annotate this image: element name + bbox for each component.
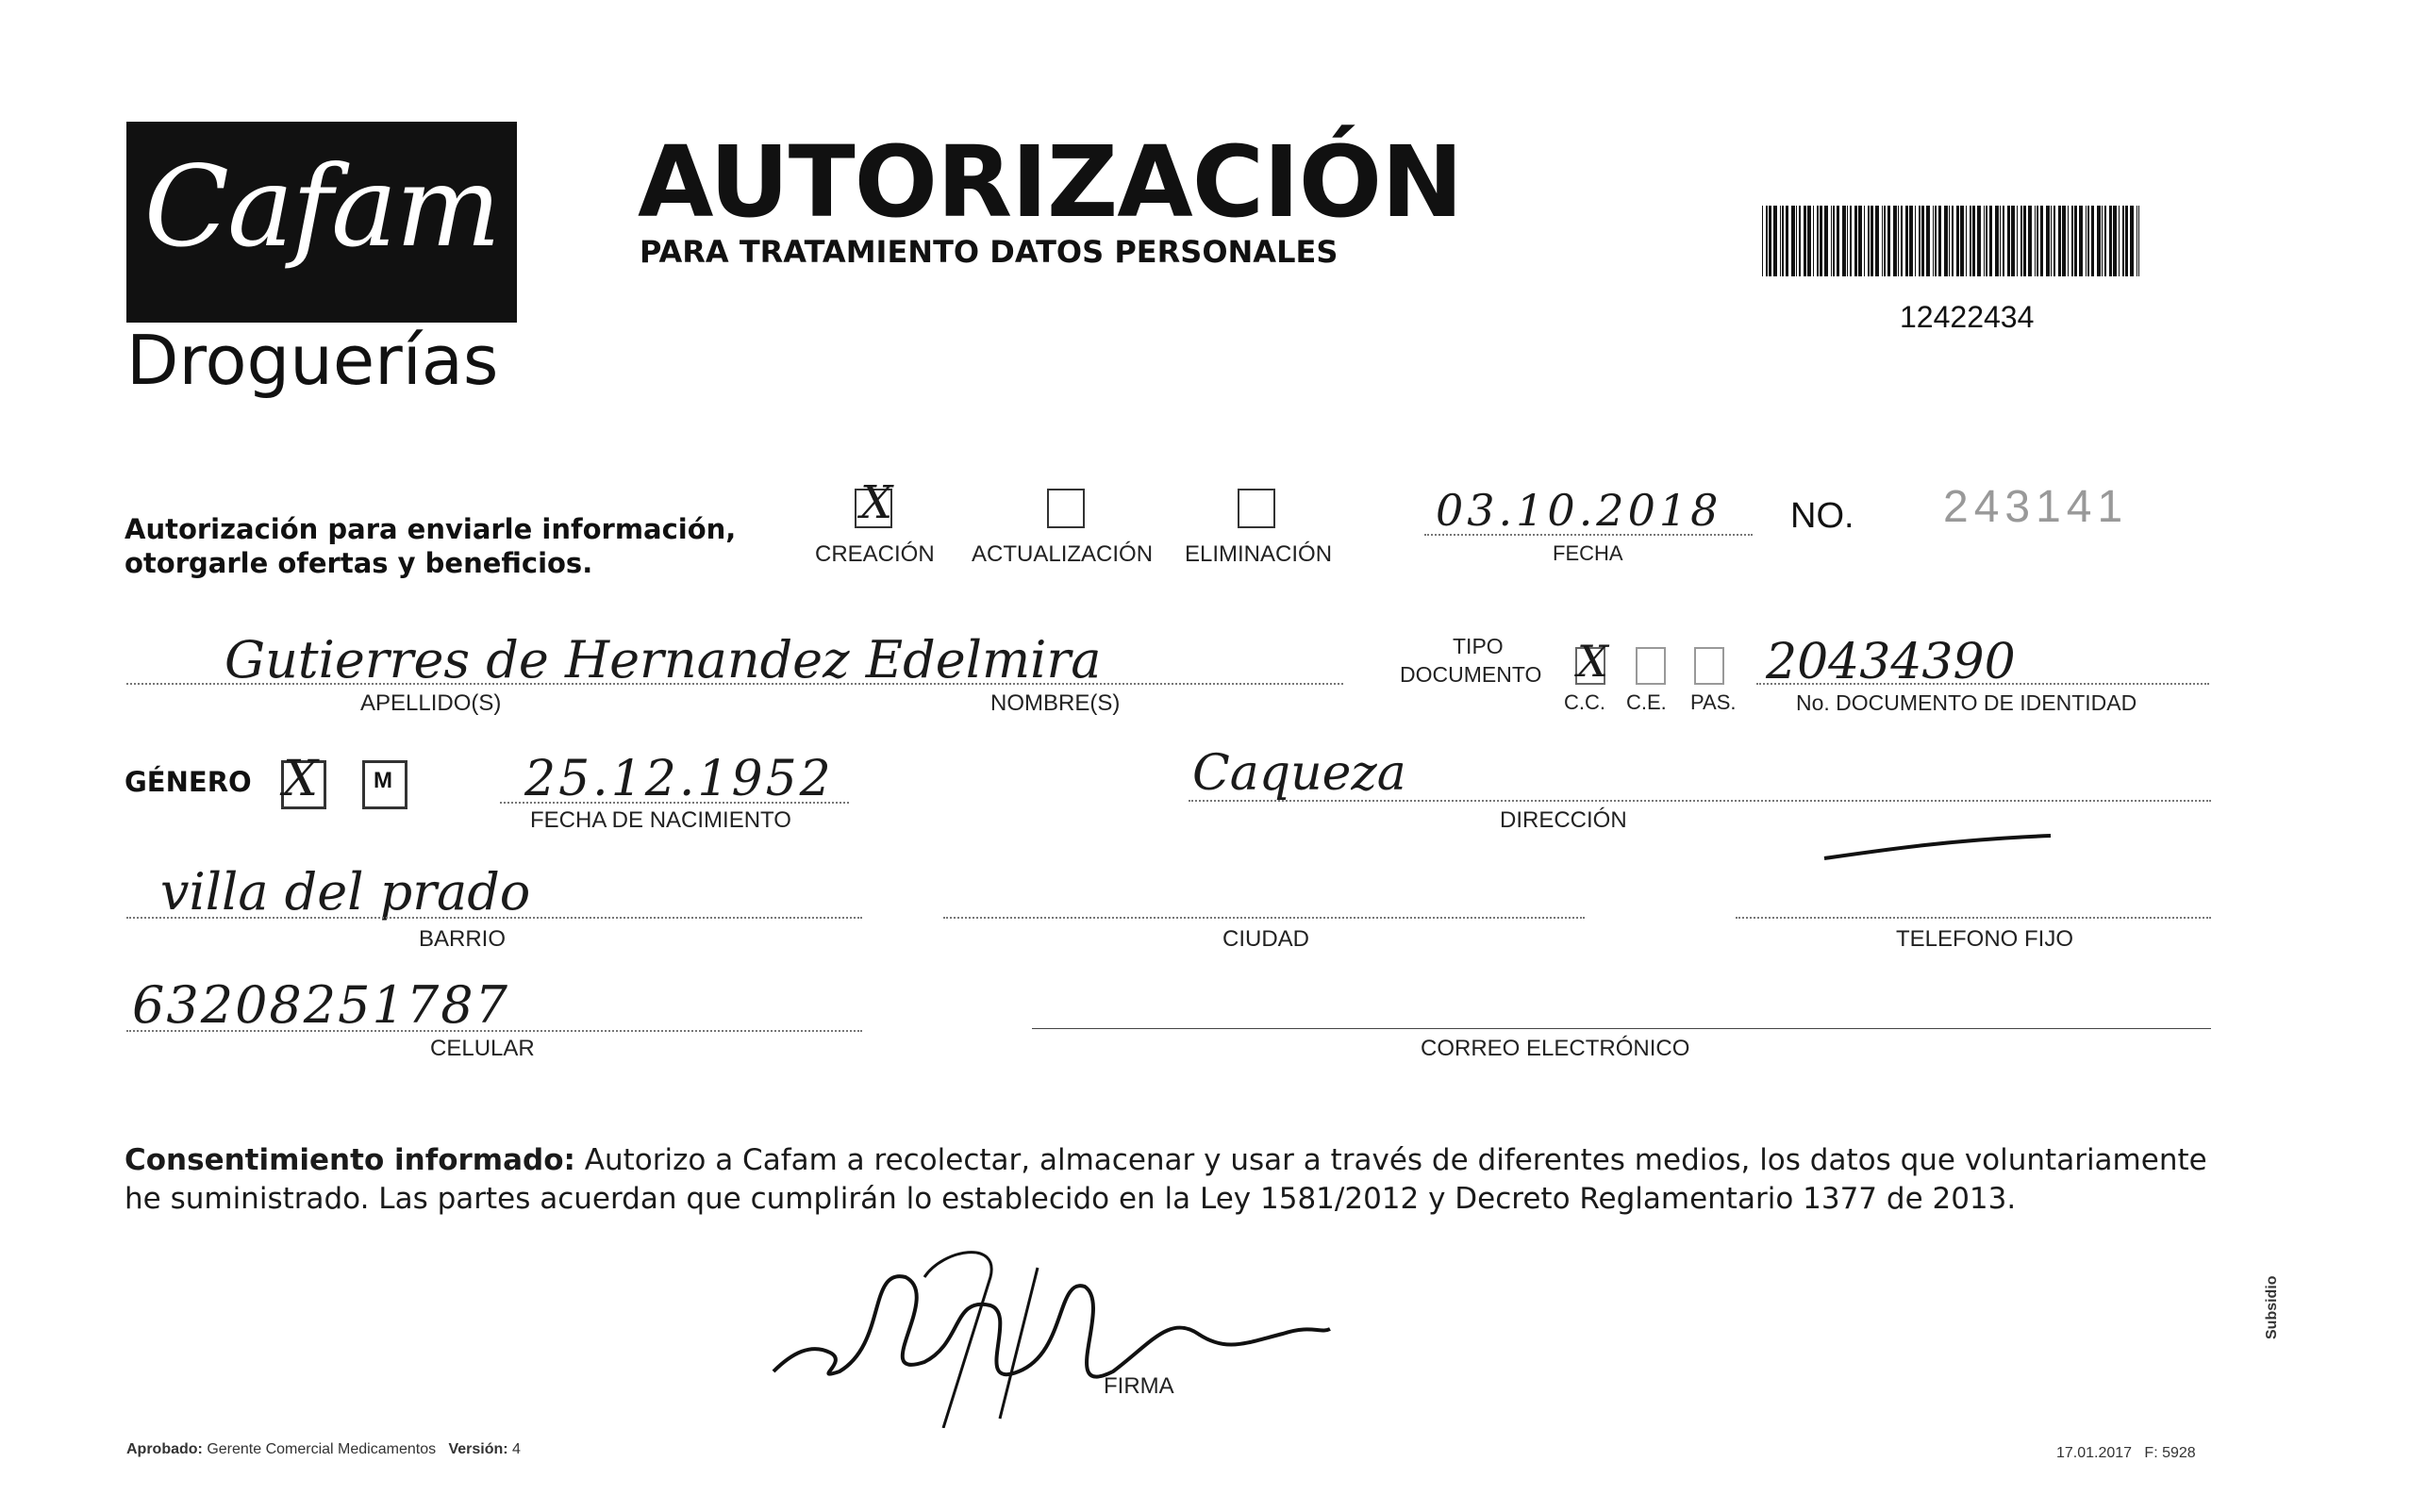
barcode-bar [2071,206,2073,276]
brand-subtitle: Droguerías [126,321,499,400]
barcode-bar [1782,206,1784,276]
update-checkbox[interactable] [1047,489,1085,528]
barcode-bar [2011,206,2015,276]
address-label: DIRECCIÓN [1500,807,1627,833]
barcode-bar [1952,206,1954,276]
barcode-bar [2113,206,2117,276]
barcode-bar [2087,206,2089,276]
barcode-bar [1850,206,1852,276]
barcode [1762,206,2139,276]
barcode-bar [2046,206,2050,276]
barcode-bar [1986,206,1987,276]
brand-logo-text: Cafam [143,141,500,272]
barcode-bar [1989,206,1992,276]
signature-label: FIRMA [1104,1373,1174,1399]
number-label: NO. [1790,496,1854,536]
phone-dash-stroke [1821,822,2056,870]
barcode-bar [2058,206,2061,276]
barcode-bar [2051,206,2052,276]
barcode-bar [2104,206,2106,276]
barcode-bar [1868,206,1870,276]
barcode-bar [2035,206,2036,276]
barcode-bar [1882,206,1883,276]
barcode-bar [2091,206,2094,276]
update-label: ACTUALIZACIÓN [972,541,1154,567]
creation-label: CREACIÓN [815,541,935,567]
barcode-bar [2119,206,2120,276]
intro-line-1: Autorización para enviarle información, [125,513,737,545]
creation-check-mark: X [860,476,893,529]
barcode-bar [2109,206,2112,276]
version-value: 4 [512,1441,521,1457]
barrio-label: BARRIO [419,926,507,952]
birth-date-label: FECHA DE NACIMIENTO [530,807,791,833]
barcode-bar [1796,206,1797,276]
barcode-bar [1780,206,1781,276]
pas-checkbox[interactable] [1694,647,1724,685]
consent-heading: Consentimiento informado: [125,1143,575,1177]
barcode-bar [1949,206,1950,276]
document-number: 20434390 [1766,634,2016,690]
barcode-bar [1762,206,1763,276]
barcode-bar [1970,206,1971,276]
barcode-bar [2020,206,2022,276]
phone-label: TELEFONO FIJO [1896,926,2074,952]
barcode-bar [2074,206,2077,276]
barcode-bar [1871,206,1873,276]
city-label: CIUDAD [1222,926,1310,952]
document-number-label: No. DOCUMENTO DE IDENTIDAD [1796,690,2137,715]
barcode-bar [2125,206,2128,276]
barcode-bar [2000,206,2001,276]
barcode-bar [1893,206,1897,276]
barcode-bar [1977,206,1981,276]
barcode-bar [2086,206,2087,276]
barcode-bar [1773,206,1777,276]
delete-checkbox[interactable] [1238,489,1275,528]
barcode-bar [2054,206,2055,276]
barcode-bar [1817,206,1819,276]
barcode-bar [2079,206,2083,276]
barcode-bar [2102,206,2103,276]
barcode-bar [2040,206,2043,276]
barcode-bar [1820,206,1822,276]
barcode-bar [1858,206,1862,276]
consent-text: Autorizo a Cafam a recolectar, almacenar y usar a través de diferentes medios, los datos que voluntariamente he suministrado. Las partes acuerdan que cumplirán lo establecido en la Ley 1581/2012 y Decreto Reglamentario 1377 de 2013. [125,1143,2207,1216]
barcode-bar [1813,206,1814,276]
barcode-bar [2062,206,2066,276]
barcode-bar [1842,206,1846,276]
date-value: 03.10.2018 [1436,485,1722,536]
barcode-bar [1864,206,1865,276]
footer-approved [126,1441,521,1458]
barcode-bar [1933,206,1934,276]
barcode-bar [1807,206,1811,276]
pas-label: PAS. [1690,690,1737,714]
side-text: Subsidio [2264,1275,2280,1339]
barcode-bar [1786,206,1788,276]
barcode-bar [1884,206,1886,276]
barcode-bar [1919,206,1920,276]
barcode-bar [2023,206,2026,276]
names-label: NOMBRE(S) [990,690,1121,716]
barcode-bar [1956,206,1959,276]
authorization-intro [125,512,736,580]
barcode-bar [2130,206,2134,276]
barcode-bar [1847,206,1848,276]
date-label: FECHA [1553,541,1623,565]
barcode-bar [1938,206,1941,276]
barcode-bar [1769,206,1771,276]
barcode-bar [1995,206,1999,276]
mobile-value: 63208251787 [132,975,509,1035]
cc-check-mark: X [1577,636,1608,687]
version-label: Versión: [448,1441,508,1457]
ce-checkbox[interactable] [1636,647,1666,685]
barcode-bar [1915,206,1916,276]
barcode-bar [1887,206,1890,276]
barcode-bar [1960,206,1964,276]
barcode-bar [2068,206,2069,276]
barcode-bar [2037,206,2038,276]
approved-value: Gerente Comercial Medicamentos [207,1441,437,1457]
document-title: AUTORIZACIÓN [638,125,1463,240]
barcode-bar [2138,206,2139,276]
barcode-bar [1804,206,1806,276]
document-type-label-2: DOCUMENTO [1400,662,1542,687]
barcode-bar [1898,206,1899,276]
surname-label: APELLIDO(S) [360,690,502,716]
document-type-label-1: TIPO [1453,634,1504,658]
footer-date-code: 17.01.2017 [2056,1445,2133,1461]
barcode-bar [1833,206,1835,276]
barcode-bar [1901,206,1903,276]
barcode-bar [2028,206,2032,276]
barcode-bar [1854,206,1857,276]
delete-label: ELIMINACIÓN [1185,541,1333,567]
mobile-label: CELULAR [430,1036,535,1061]
barcode-bar [2017,206,2018,276]
address-value: Caqueza [1192,745,1406,802]
gender-label: GÉNERO [125,766,252,798]
barcode-bar [2097,206,2101,276]
barcode-bar [2007,206,2010,276]
barcode-bar [1791,206,1795,276]
barcode-bar [1944,206,1948,276]
barcode-bar [1966,206,1967,276]
barcode-bar [1831,206,1832,276]
birth-date-value: 25.12.1952 [524,751,834,807]
document-subtitle: PARA TRATAMIENTO DATOS PERSONALES [640,234,1339,270]
intro-line-2: otorgarle ofertas y beneficios. [125,547,593,579]
cc-label: C.C. [1564,690,1605,714]
barcode-bar [1766,206,1768,276]
footer-codes [2056,1445,2196,1462]
barcode-bar [2003,206,2004,276]
barcode-bar [1984,206,1985,276]
form-number: 243141 [1943,482,2129,532]
female-check-mark: X [283,751,319,807]
signature [755,1239,1358,1428]
barcode-bar [1926,206,1930,276]
barcode-bar [1824,206,1828,276]
barcode-bar [1837,206,1839,276]
consent-paragraph [125,1141,2213,1219]
barcode-bar [1875,206,1879,276]
barcode-bar [1905,206,1908,276]
ce-label: C.E. [1626,690,1667,714]
name-handwritten: Gutierres de Hernandez Edelmira [224,630,1102,690]
barcode-number: 12422434 [1900,300,2035,334]
barcode-bar [1972,206,1975,276]
barcode-bar [1909,206,1913,276]
barcode-bar [1921,206,1924,276]
footer-form-code: F: 5928 [2144,1445,2196,1461]
barrio-value: villa del prado [160,862,531,922]
email-label: CORREO ELECTRÓNICO [1421,1036,1690,1061]
barcode-bar [1935,206,1937,276]
barcode-bar [2122,206,2124,276]
male-label: M [374,768,392,793]
barcode-bar [1799,206,1801,276]
approved-label: Aprobado: [126,1441,203,1457]
